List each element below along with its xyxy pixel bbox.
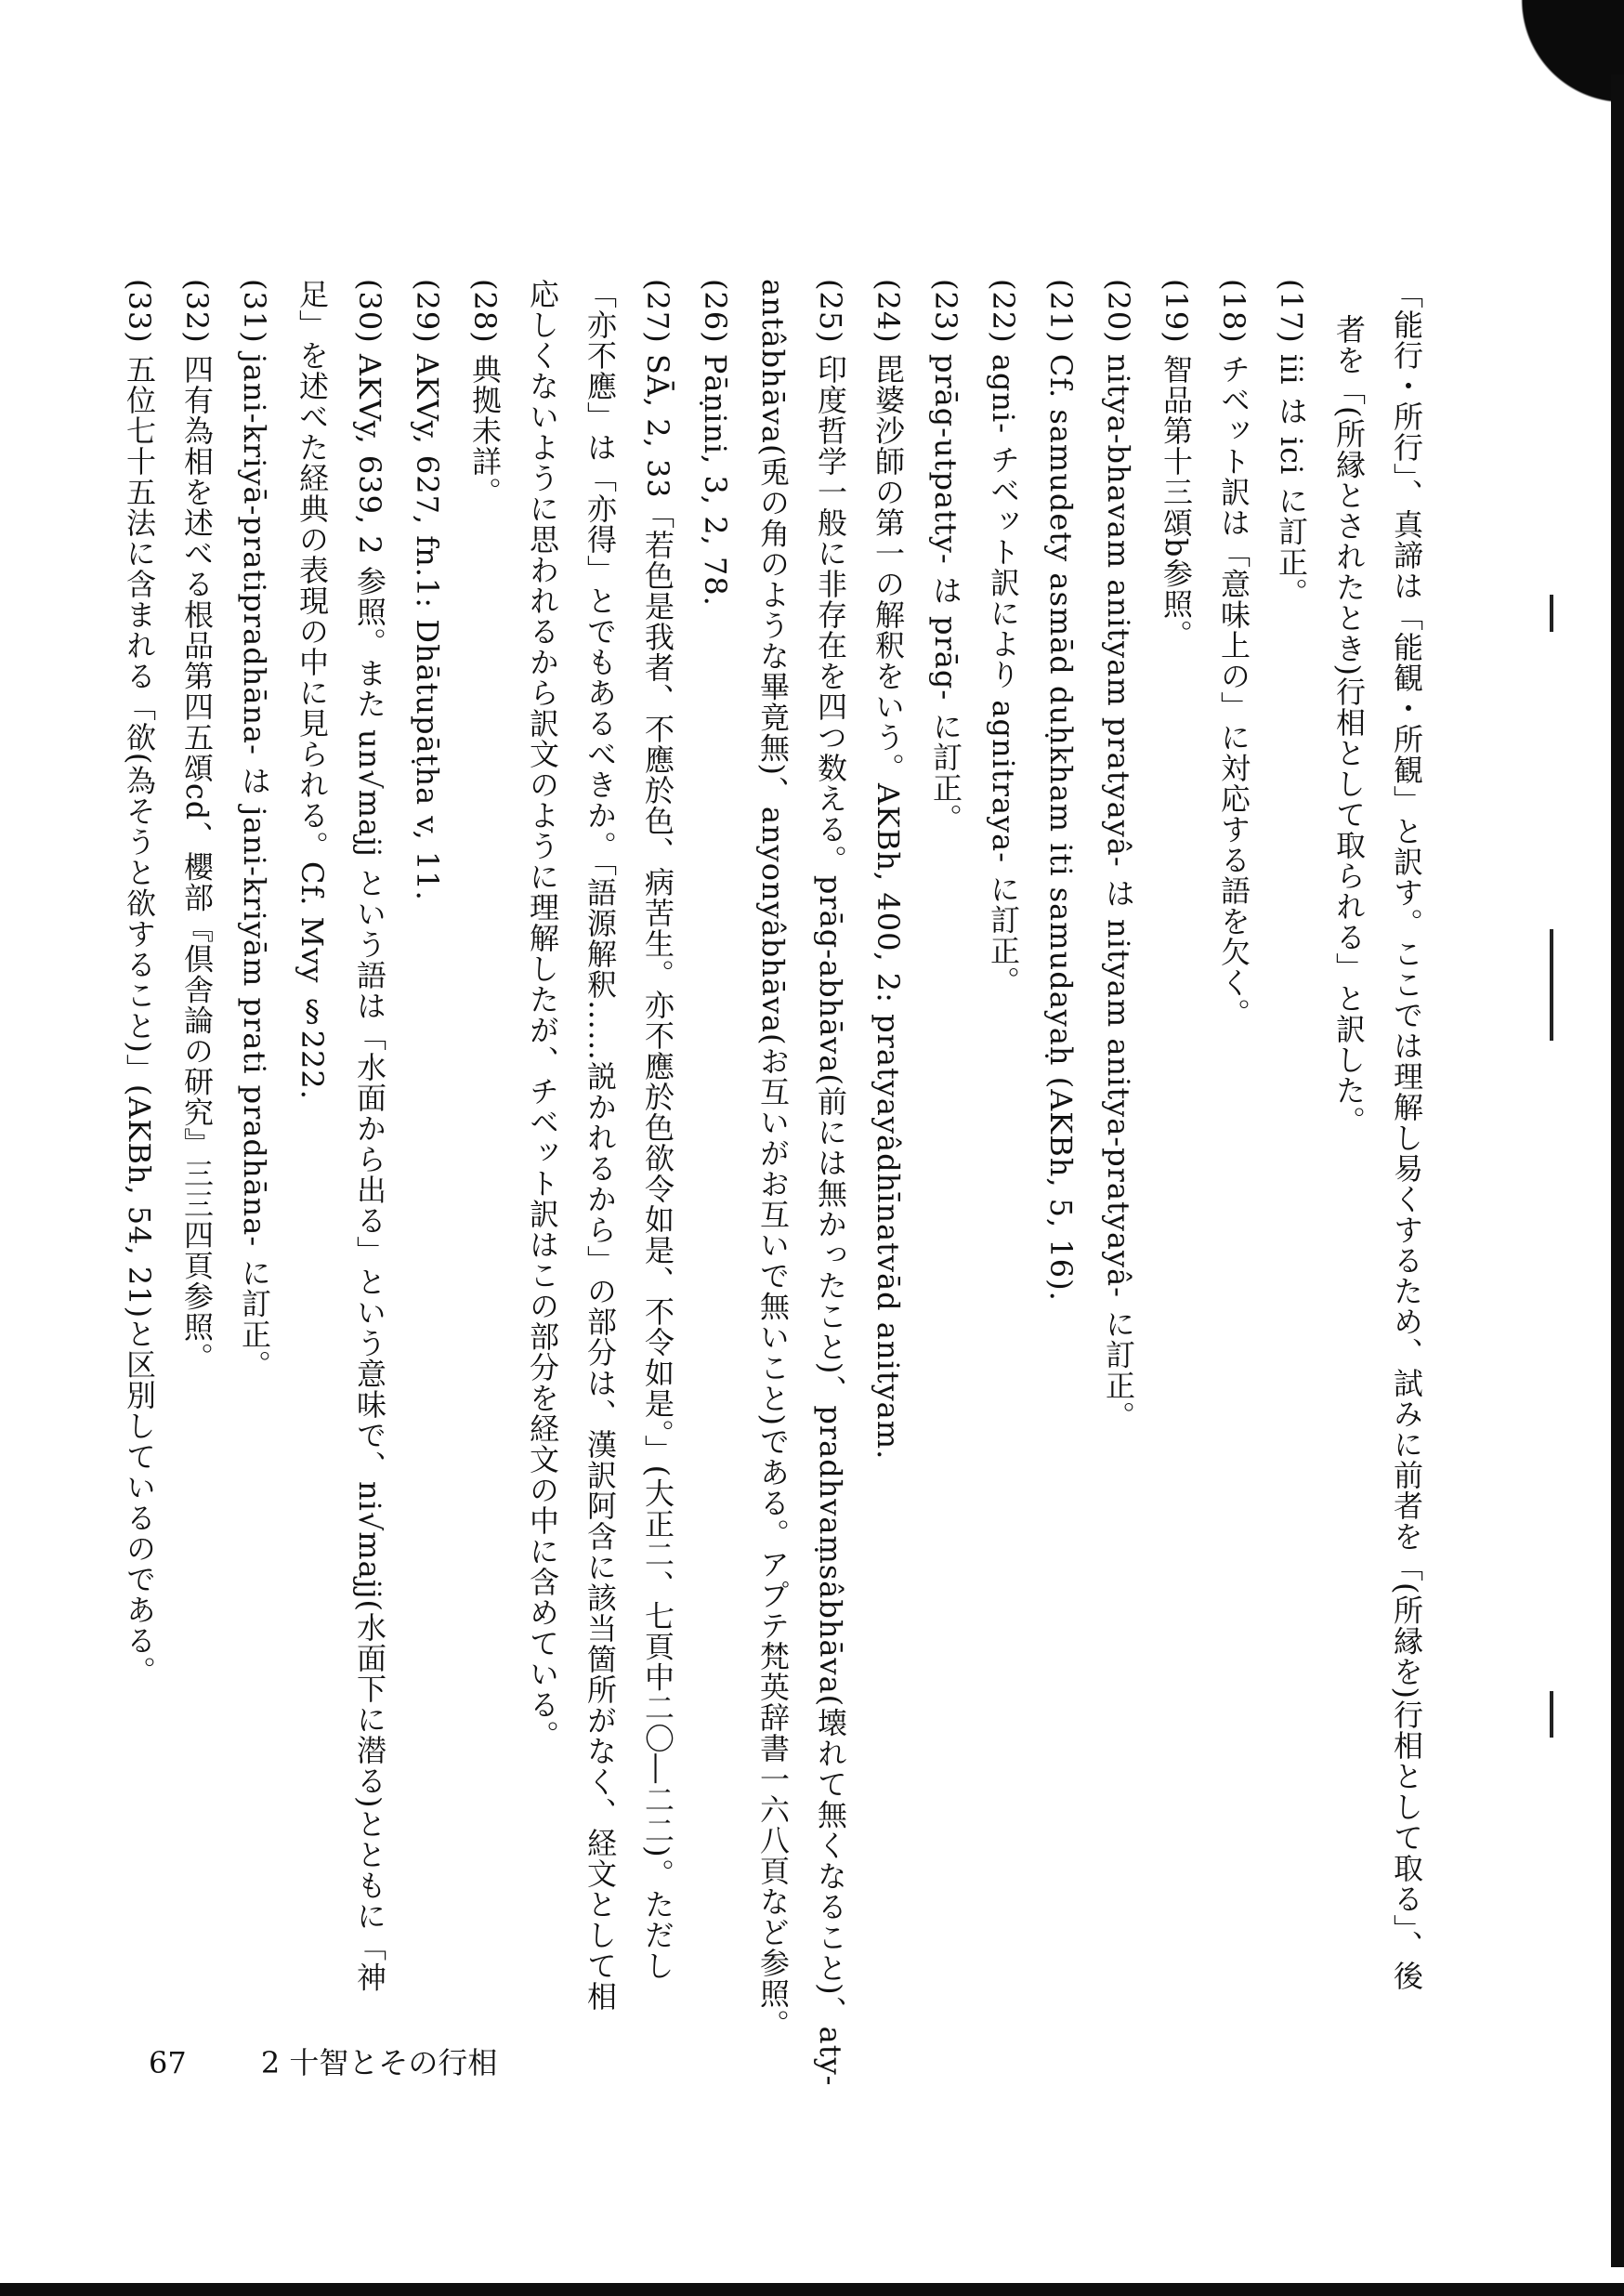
scan-mark — [1550, 1691, 1553, 1738]
footnote-32: (32) 四有為相を述べる根品第四五頌cd、櫻部『倶舎論の研究』三三四頁参照。 — [179, 279, 215, 1373]
running-title: 2 十智とその行相 — [260, 2045, 498, 2080]
footnote-18: (18) チベット訳は「意味上の」に対応する語を欠く。 — [1216, 279, 1251, 1029]
scan-mark — [1550, 929, 1553, 1041]
scan-mark — [1550, 595, 1553, 632]
footnote-25: (25) 印度哲学一般に非存在を四つ数える。prāg-abhāva(前には無かったこと)、pradhvaṃsâbhāva(壊れて無くなること)、aty- — [813, 279, 848, 2087]
footnote-33: (33) 五位七十五法に含まれる「欲(為そうと欲すること)」(AKBh, 54, 21)と区別しているのである。 — [122, 279, 157, 1687]
scan-right-edge — [1611, 74, 1624, 2267]
footnote-30: (30) AKVy, 639, 2 参照。また un√majj という語は「水面から出る」という意味で、ni√majj(水面下に潜る)とともに「神 — [352, 279, 387, 1993]
footnote-28: (28) 典拠未詳。 — [467, 279, 503, 507]
footnote-31: (31) jani-kriyā-pratipradhāna- は jani-kriyām prati pradhāna- に訂正。 — [237, 279, 272, 1381]
footnote-21: (21) Cf. samudety asmād duḥkham iti samudayaḥ (AKBh, 5, 16). — [1043, 279, 1079, 1302]
text-column: 者を「(所縁とされたとき)行相として取られる」と訳した。 — [1331, 314, 1367, 1136]
page-footer — [149, 2040, 498, 2080]
text-column: 「能行・所行」、真諦は「能観・所観」と訳す。ここでは理解し易くするため、試みに前者を「(所縁を)行相として取る」、後 — [1389, 279, 1424, 1991]
footnote-27-cont: 「亦不應」は「亦得」とでもあるべきか。「語源解釈……説かれるから」の部分は、漢訳阿含に該当箇所がなく、経文として相 — [583, 279, 618, 2012]
footnote-29: (29) AKVy, 627, fn.1: Dhātupāṭha v, 11. — [410, 279, 445, 901]
footnote-30-cont: 足」を述べた経典の表現の中に見られる。Cf. Mvy §222. — [295, 279, 330, 1100]
footnote-25-cont: antâbhāva(兎の角のような畢竟無)、anyonyâbhāva(お互いがお互いで無いこと)である。アプテ梵英辞書一六八頁など参照。 — [755, 279, 791, 2040]
footnote-26: (26) Pāṇini, 3, 2, 78. — [698, 279, 733, 607]
footnote-27-cont: 応しくないように思われるから訳文のように理解したが、チベット訳はこの部分を経文の中に含めている。 — [525, 279, 560, 1751]
footnote-20: (20) nitya-bhavam anityam pratyayâ- は nityam anitya-pratyayâ- に訂正。 — [1101, 279, 1136, 1432]
scan-bottom-edge — [0, 2283, 1624, 2296]
footnote-22: (22) agni- チベット訳により agnitraya- に訂正。 — [986, 279, 1021, 997]
page-number: 67 — [149, 2045, 187, 2080]
footnote-24: (24) 毘婆沙師の第一の解釈をいう。AKBh, 400, 2: pratyayâdhīnatvād anityam. — [871, 279, 906, 1461]
footnote-27: (27) SĀ, 2, 33「若色是我者、不應於色、病苦生。亦不應於色欲令如是、不令如是。」(大正二、七頁中二〇―二二)。ただし — [640, 279, 675, 1981]
scan-corner-shadow — [1494, 0, 1624, 130]
footnote-17: (17) iii は ici に訂正。 — [1274, 279, 1309, 609]
footnote-19: (19) 智品第十三頌b参照。 — [1159, 279, 1194, 650]
footnote-23: (23) prāg-utpatty- は prāg- に訂正。 — [928, 279, 963, 834]
